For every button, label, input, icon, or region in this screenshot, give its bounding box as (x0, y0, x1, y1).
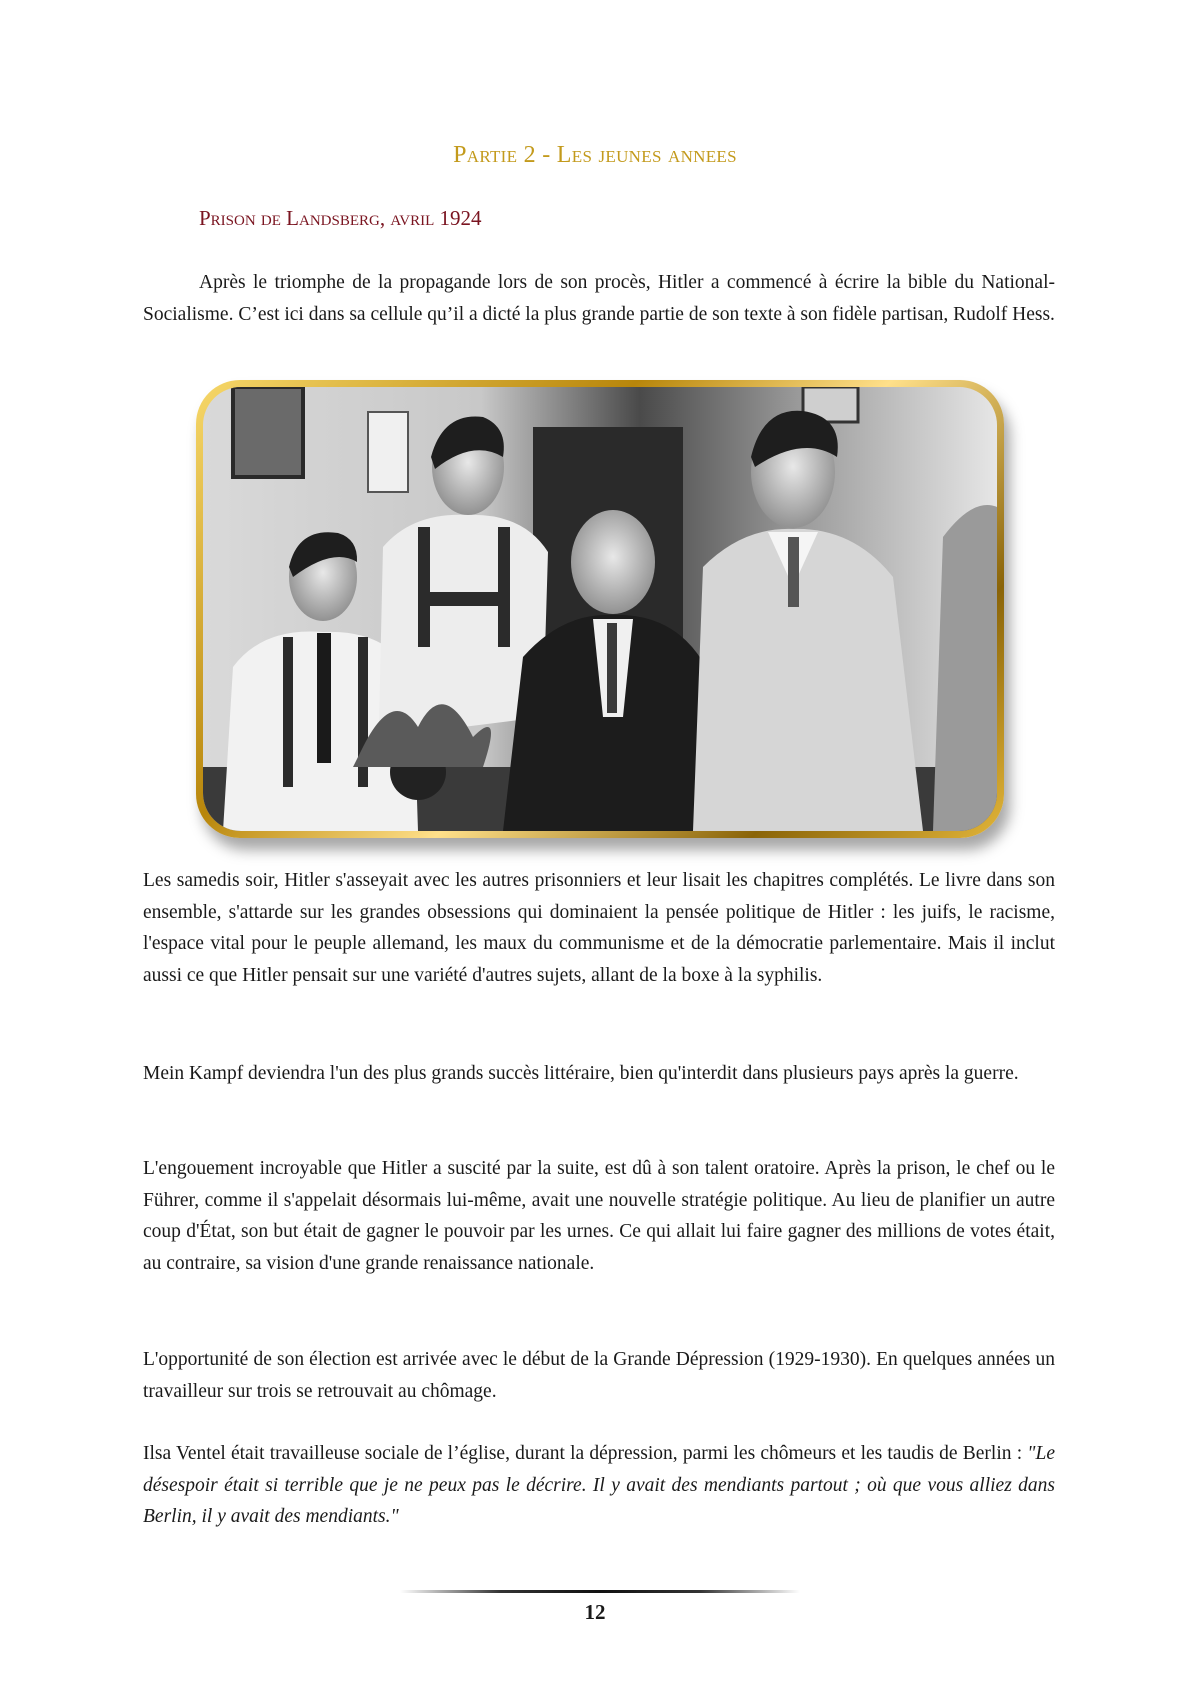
page-number: 12 (584, 1600, 606, 1624)
ilsa-ventel-quote: "Le désespoir était si terrible que je ne peux pas le décrire. Il y avait des mendiants partout ; où que vous alliez dans Berlin, il y avait des mendiants." (143, 1443, 1055, 1527)
person-1-tie (317, 633, 331, 763)
person-1-suspender-l (283, 637, 293, 787)
person-3-tie (607, 623, 617, 713)
paragraph-saturday-readings: Les samedis soir, Hitler s'asseyait avec les autres prisonniers et leur lisait les chapitres complétés. Le livre dans son ensemble, s'attarde sur les grandes obsessions qui dominaient la pensée politique de Hitler : les juifs, le racisme, l'espace vital pour le peuple allemand, les maux du communisme et de la démocratie parlementaire. Mais il inclut aussi ce que Hitler pensait sur une variété d'autres sujets, allant de la boxe à la syphilis. (143, 870, 1055, 986)
person-2-strap (418, 592, 510, 606)
wall-frame-poster (368, 412, 408, 492)
paragraph-mein-kampf: Mein Kampf deviendra l'un des plus grands succès littéraire, bien qu'interdit dans plusieurs pays après la guerre. (143, 1063, 1019, 1084)
person-2-suspender-l (418, 527, 430, 647)
paragraph-ilsa-ventel (143, 1438, 1055, 1533)
footer-divider (400, 1590, 800, 1593)
section-title: Prison de Landsberg, avril 1924 (199, 206, 482, 230)
paragraph-oratory: L'engouement incroyable que Hitler a suscité par la suite, est dû à son talent oratoire. Après la prison, le chef ou le Führer, comme il s'appelait désormais lui-même, avait une nouvelle stratégie politique. Au lieu de planifier un autre coup d'État, son but était de gagner le pouvoir par les urnes. Ce qui allait lui faire gagner des millions de votes était, au contraire, sa vision d'une grande renaissance nationale. (143, 1158, 1055, 1274)
person-4-body (693, 529, 923, 831)
historical-photo (203, 387, 997, 831)
paragraph-intro: Après le triomphe de la propagande lors de son procès, Hitler a commencé à écrire la bible du National-Socialisme. C’est ici dans sa cellule qu’il a dicté la plus grande partie de son texte à son fidèle partisan, Rudolf Hess. (143, 272, 1055, 325)
wall-frame-left (233, 387, 303, 477)
paragraph-depression: L'opportunité de son élection est arrivée avec le début de la Grande Dépression (1929-1930). En quelques années un travailleur sur trois se retrouvait au chômage. (143, 1349, 1055, 1402)
person-4-tie (788, 537, 799, 607)
person-2-suspender-r (498, 527, 510, 647)
person-3-head (571, 510, 655, 614)
part-title: Partie 2 - Les jeunes annees (453, 142, 737, 168)
person-5-partial (933, 505, 997, 831)
photo-frame (196, 380, 1004, 838)
ilsa-ventel-intro: Ilsa Ventel était travailleuse sociale de l’église, durant la dépression, parmi les chômeurs et les taudis de Berlin : (143, 1443, 1028, 1464)
